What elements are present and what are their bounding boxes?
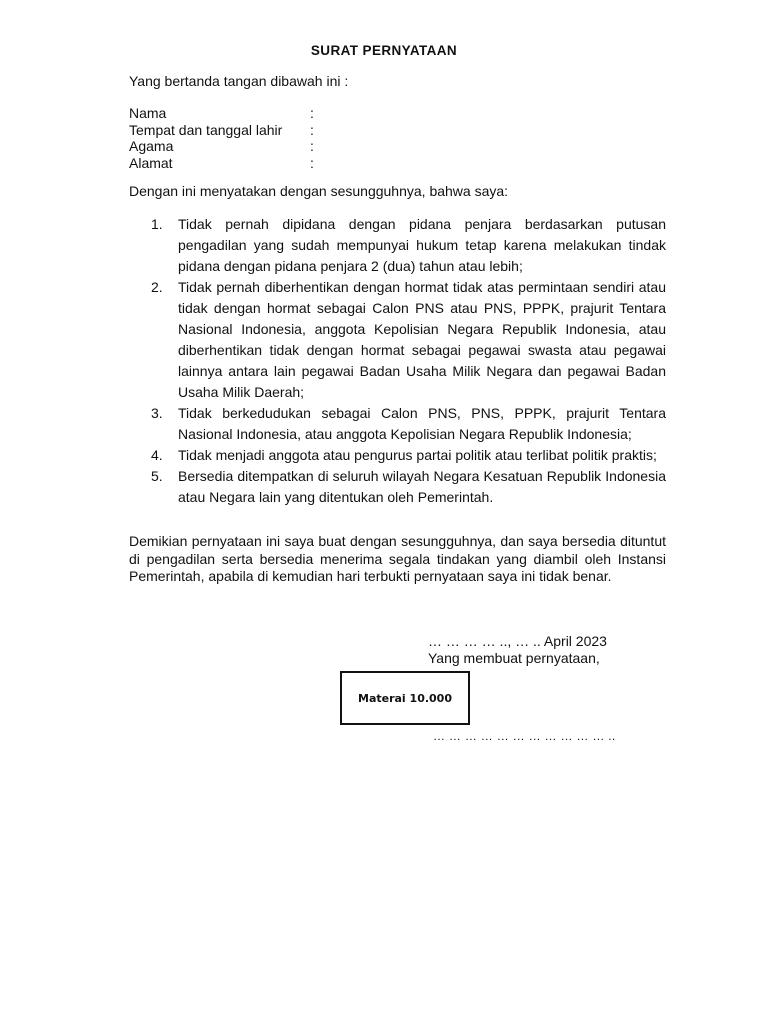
field-colon: : (310, 105, 314, 121)
list-number: 4. (151, 447, 163, 463)
list-text: Tidak pernah diberhentikan dengan hormat tidak atas permintaan sendiri atau tidak dengan hormat sebagai Calon PNS atau PNS, PPPK, prajurit Tentara Nasional Indonesia, anggota Kepolisian Negara Republik Indonesia, atau diberhentikan tidak dengan hormat sebagai pegawai swasta atau pegawai lainnya antara lain pegawai Badan Usaha Milik Negara dan pegawai Badan Usaha Milik Daerah; (178, 279, 666, 400)
list-item (129, 277, 666, 403)
intro-text: Yang bertanda tangan dibawah ini : (129, 73, 349, 89)
signature-line: … … … … … … … … … … … .. (433, 729, 616, 743)
declaration-list (129, 214, 666, 508)
identity-fields (129, 105, 329, 171)
list-item (129, 445, 666, 466)
field-colon: : (310, 138, 314, 154)
stamp-box (340, 671, 470, 725)
signature-maker-label: Yang membuat pernyataan, (428, 650, 600, 666)
field-label: Agama (129, 138, 174, 154)
list-number: 5. (151, 468, 163, 484)
list-text: Bersedia ditempatkan di seluruh wilayah Negara Kesatuan Republik Indonesia atau Negara lain yang ditentukan oleh Pemerintah. (178, 468, 666, 505)
field-label: Tempat dan tanggal lahir (129, 121, 283, 138)
field-label: Nama (129, 105, 167, 121)
list-number: 1. (151, 216, 163, 232)
field-label: Alamat (129, 154, 173, 171)
document-title: SURAT PERNYATAAN (310, 43, 458, 58)
list-item (129, 403, 666, 445)
closing-paragraph: Demikian pernyataan ini saya buat dengan sesungguhnya, dan saya bersedia dituntut di pengadilan serta bersedia menerima segala tindakan yang diambil oleh Instansi Pemerintah, apabila di kemudian hari terbukti pernyataan saya ini tidak benar. (129, 533, 666, 584)
field-colon: : (310, 154, 314, 171)
list-text: Tidak pernah dipidana dengan pidana penjara berdasarkan putusan pengadilan yang sudah mempunyai hukum tetap karena melakukan tindak pidana dengan pidana penjara 2 (dua) tahun atau lebih; (178, 216, 666, 274)
list-item (129, 214, 666, 277)
field-colon: : (310, 121, 314, 138)
list-item (129, 466, 666, 508)
list-text: Tidak menjadi anggota atau pengurus partai politik atau terlibat politik praktis; (178, 447, 657, 463)
field-row-address (129, 155, 329, 172)
signature-date: … … … … .., … .. April 2023 (428, 633, 607, 649)
list-number: 3. (151, 405, 163, 421)
field-row-religion (129, 138, 329, 155)
field-row-name (129, 105, 329, 122)
stamp-label: Materai 10.000 (358, 691, 452, 705)
field-row-birth (129, 122, 329, 139)
list-text: Tidak berkedudukan sebagai Calon PNS, PNS, PPPK, prajurit Tentara Nasional Indonesia, atau anggota Kepolisian Negara Republik Indonesia; (178, 405, 666, 442)
list-number: 2. (151, 279, 163, 295)
statement-text: Dengan ini menyatakan dengan sesungguhnya, bahwa saya: (129, 183, 509, 199)
